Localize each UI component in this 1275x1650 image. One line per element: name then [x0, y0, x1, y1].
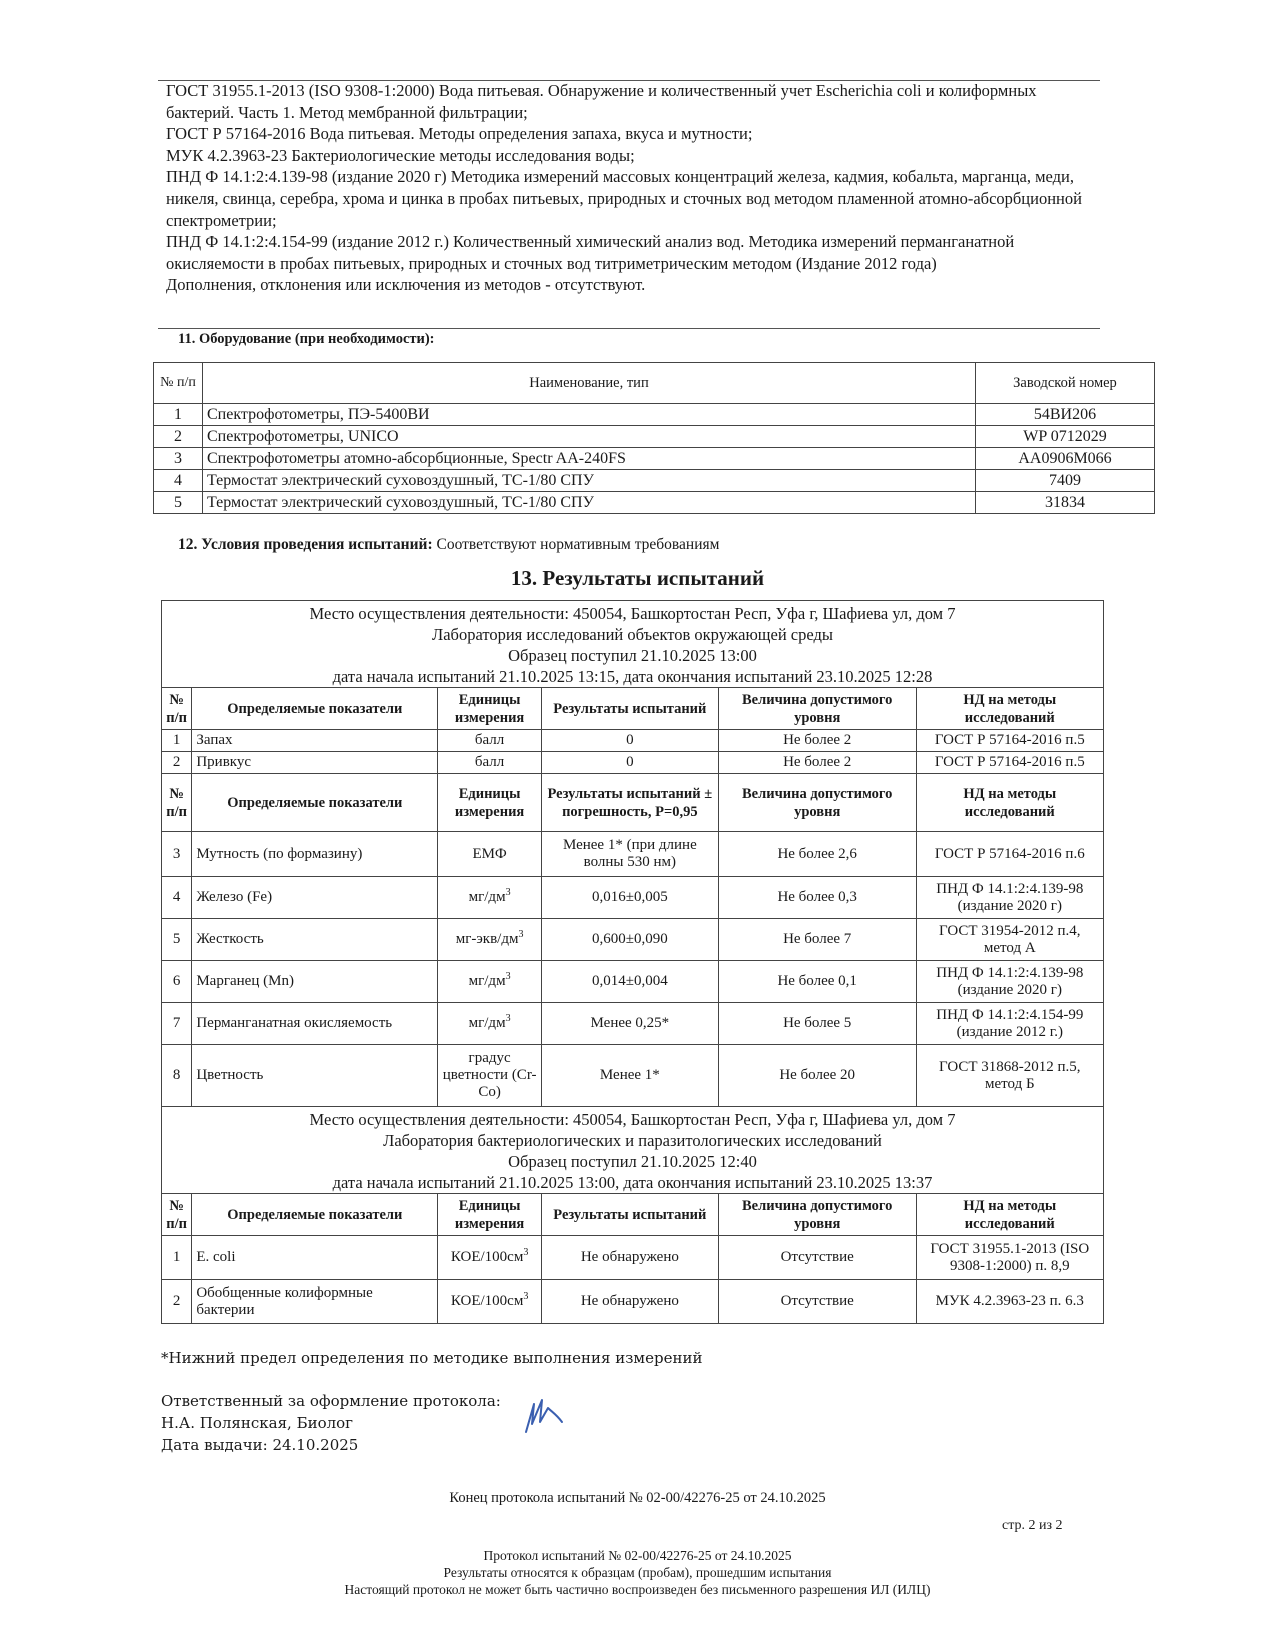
- serial-number: 54ВИ206: [976, 404, 1155, 426]
- result-value: Менее 1* (при длине волны 530 нм): [541, 832, 718, 877]
- result-value: Менее 0,25*: [541, 1003, 718, 1045]
- limit: Не более 20: [718, 1045, 916, 1107]
- indicator-name: Мутность (по формазину): [192, 832, 438, 877]
- test-conditions-label: 12. Условия проведения испытаний:: [178, 536, 433, 553]
- row-number: 7: [162, 1003, 192, 1045]
- methods-list: [166, 80, 1086, 296]
- table-row: [154, 404, 1155, 426]
- col-number: № п/п: [162, 774, 192, 832]
- equipment-table: [153, 362, 1155, 514]
- col-method: НД на методы исследований: [916, 1194, 1103, 1236]
- unit: ЕМФ: [438, 832, 542, 877]
- unit: балл: [438, 730, 542, 752]
- row-number: 1: [154, 404, 203, 426]
- page-number: стр. 2 из 2: [1002, 1518, 1063, 1533]
- result-value: Не обнаружено: [541, 1280, 718, 1324]
- method-line: ГОСТ 31955.1-2013 (ISO 9308-1:2000) Вода питьевая. Обнаружение и количественный учет Escherichia coli и колиформных бактерий. Часть 1. Метод мембранной фильтрации;: [166, 81, 1037, 122]
- method-deviations: Дополнения, отклонения или исключения из методов - отсутствуют.: [166, 275, 646, 295]
- col-number: № п/п: [162, 1194, 192, 1236]
- table-row: [162, 1003, 1104, 1045]
- equipment-heading: 11. Оборудование (при необходимости):: [178, 331, 435, 347]
- method-ref: ГОСТ Р 57164-2016 п.5: [916, 730, 1103, 752]
- test-conditions-value: Соответствуют нормативным требованиям: [432, 536, 720, 553]
- table-row: [162, 961, 1104, 1003]
- table-row: [162, 1045, 1104, 1107]
- test-conditions: [178, 536, 719, 554]
- serial-number: 31834: [976, 492, 1155, 514]
- lab1-received: Образец поступил 21.10.2025 13:00: [508, 646, 757, 665]
- method-line: МУК 4.2.3963-23 Бактериологические методы исследования воды;: [166, 145, 635, 165]
- serial-number: AA0906M066: [976, 448, 1155, 470]
- limit: Отсутствие: [718, 1280, 916, 1324]
- row-number: 5: [154, 492, 203, 514]
- unit: градус цветности (Cr-Co): [438, 1045, 542, 1107]
- limit: Не более 2: [718, 730, 916, 752]
- lab1-address: Место осуществления деятельности: 450054, Башкортостан Респ, Уфа г, Шафиева ул, дом 7: [309, 604, 956, 623]
- table-row: [162, 730, 1104, 752]
- indicator-name: E. coli: [192, 1236, 438, 1280]
- serial-number: WP 0712029: [976, 426, 1155, 448]
- col-unit: Единицы измерения: [438, 1194, 542, 1236]
- row-number: 3: [162, 832, 192, 877]
- table-row: [162, 752, 1104, 774]
- row-number: 4: [154, 470, 203, 492]
- indicator-name: Привкус: [192, 752, 438, 774]
- lab2-received: Образец поступил 21.10.2025 12:40: [508, 1152, 757, 1171]
- footer-protocol: Протокол испытаний № 02-00/42276-25 от 24.10.2025: [483, 1548, 792, 1563]
- footnote: *Нижний предел определения по методике выполнения измерений: [161, 1349, 703, 1367]
- col-result: Результаты испытаний: [541, 1194, 718, 1236]
- table-row: [162, 919, 1104, 961]
- table-row: [162, 1236, 1104, 1280]
- serial-number: 7409: [976, 470, 1155, 492]
- col-unit: Единицы измерения: [438, 688, 542, 730]
- col-result: Результаты испытаний: [541, 688, 718, 730]
- row-number: 1: [162, 1236, 192, 1280]
- indicator-name: Жесткость: [192, 919, 438, 961]
- row-number: 4: [162, 877, 192, 919]
- table-row: [154, 470, 1155, 492]
- unit: $мг/дм^3$: [438, 961, 542, 1003]
- equipment-name: Спектрофотометры, UNICO: [203, 426, 976, 448]
- result-value: 0,600±0,090: [541, 919, 718, 961]
- row-number: 8: [162, 1045, 192, 1107]
- equipment-name: Термостат электрический суховоздушный, ТС-1/80 СПУ: [203, 492, 976, 514]
- results-title: 13. Результаты испытаний: [510, 566, 765, 590]
- lab1-dates: дата начала испытаний 21.10.2025 13:15, дата окончания испытаний 23.10.2025 12:28: [332, 667, 933, 686]
- col-number: № п/п: [154, 363, 203, 404]
- method-ref: ПНД Ф 14.1:2:4.139-98 (издание 2020 г): [916, 877, 1103, 919]
- result-value: 0: [541, 752, 718, 774]
- row-number: 3: [154, 448, 203, 470]
- limit: Не более 7: [718, 919, 916, 961]
- result-value: 0: [541, 730, 718, 752]
- col-indicator: Определяемые показатели: [192, 774, 438, 832]
- page-footer: [0, 1547, 1275, 1598]
- col-indicator: Определяемые показатели: [192, 1194, 438, 1236]
- header-row: [162, 688, 1104, 730]
- method-line: ПНД Ф 14.1:2:4.154-99 (издание 2012 г.) Количественный химический анализ вод. Методика измерений перманганатной окисляемости в пробах питьевых, природных и сточных вод титриметрическим методом (Издание 2012 года): [166, 232, 1015, 273]
- limit: Не более 2: [718, 752, 916, 774]
- unit: балл: [438, 752, 542, 774]
- result-value: Не обнаружено: [541, 1236, 718, 1280]
- col-name: Наименование, тип: [203, 363, 976, 404]
- footer-reproduction-note: Настоящий протокол не может быть частично воспроизведен без письменного разрешения ИЛ (ИЛЦ): [344, 1582, 931, 1597]
- indicator-name: Обобщенные колиформные бактерии: [192, 1280, 438, 1324]
- lab2-address: Место осуществления деятельности: 450054, Башкортостан Респ, Уфа г, Шафиева ул, дом 7: [309, 1110, 956, 1129]
- method-ref: ГОСТ Р 57164-2016 п.5: [916, 752, 1103, 774]
- equipment-header-row: [154, 363, 1155, 404]
- method-ref: ГОСТ Р 57164-2016 п.6: [916, 832, 1103, 877]
- results-table-lab1: [161, 600, 1104, 1324]
- col-limit: Величина допустимого уровня: [718, 688, 916, 730]
- responsible-person: Н.А. Полянская, Биолог: [161, 1414, 354, 1432]
- responsible-label: Ответственный за оформление протокола:: [161, 1392, 501, 1410]
- footer-results-note: Результаты относятся к образцам (пробам), прошедшим испытания: [443, 1565, 832, 1580]
- col-serial: Заводской номер: [976, 363, 1155, 404]
- lab2-name: Лаборатория бактериологических и паразитологических исследований: [383, 1131, 882, 1150]
- indicator-name: Железо (Fe): [192, 877, 438, 919]
- col-method: НД на методы исследований: [916, 774, 1103, 832]
- result-value: Менее 1*: [541, 1045, 718, 1107]
- lab2-dates: дата начала испытаний 21.10.2025 13:00, дата окончания испытаний 23.10.2025 13:37: [332, 1173, 933, 1192]
- lab1-info-row: [162, 601, 1104, 688]
- limit: Не более 5: [718, 1003, 916, 1045]
- method-ref: ГОСТ 31955.1-2013 (ISO 9308-1:2000) п. 8,9: [916, 1236, 1103, 1280]
- method-ref: ГОСТ 31954-2012 п.4, метод А: [916, 919, 1103, 961]
- table-row: [162, 832, 1104, 877]
- unit: $мг/дм^3$: [438, 877, 542, 919]
- result-value: 0,014±0,004: [541, 961, 718, 1003]
- row-number: 2: [162, 752, 192, 774]
- col-indicator: Определяемые показатели: [192, 688, 438, 730]
- unit: $мг/дм^3$: [438, 1003, 542, 1045]
- indicator-name: Запах: [192, 730, 438, 752]
- method-line: ПНД Ф 14.1:2:4.139-98 (издание 2020 г) Методика измерений массовых концентраций железа, кадмия, кобальта, марганца, меди, никеля, свинца, серебра, хрома и цинка в пробах питьевых, природных и сточных вод методом пламенной атомно-абсорбционной спектрометрии;: [166, 167, 1082, 230]
- table-row: [154, 448, 1155, 470]
- indicator-name: Цветность: [192, 1045, 438, 1107]
- lab2-info-row: [162, 1107, 1104, 1194]
- method-ref: МУК 4.2.3963-23 п. 6.3: [916, 1280, 1103, 1324]
- equipment-name: Термостат электрический суховоздушный, ТС-1/80 СПУ: [203, 470, 976, 492]
- equipment-name: Спектрофотометры атомно-абсорбционные, Spectr AA-240FS: [203, 448, 976, 470]
- signoff-block: [161, 1390, 501, 1456]
- col-method: НД на методы исследований: [916, 688, 1103, 730]
- result-value: 0,016±0,005: [541, 877, 718, 919]
- col-limit: Величина допустимого уровня: [718, 1194, 916, 1236]
- limit: Отсутствие: [718, 1236, 916, 1280]
- unit: КОЕ/$100см^3$: [438, 1236, 542, 1280]
- indicator-name: Перманганатная окисляемость: [192, 1003, 438, 1045]
- table-row: [162, 1280, 1104, 1324]
- row-number: 2: [154, 426, 203, 448]
- header-row: [162, 1194, 1104, 1236]
- section-rule: [158, 328, 1100, 329]
- header-row: [162, 774, 1104, 832]
- indicator-name: Марганец (Mn): [192, 961, 438, 1003]
- limit: Не более 0,3: [718, 877, 916, 919]
- table-row: [154, 492, 1155, 514]
- method-line: ГОСТ Р 57164-2016 Вода питьевая. Методы определения запаха, вкуса и мутности;: [166, 124, 753, 144]
- col-unit: Единицы измерения: [438, 774, 542, 832]
- row-number: 5: [162, 919, 192, 961]
- lab1-name: Лаборатория исследований объектов окружающей среды: [432, 625, 833, 644]
- limit: Не более 0,1: [718, 961, 916, 1003]
- issue-date: Дата выдачи: 24.10.2025: [161, 1436, 359, 1454]
- end-of-protocol: Конец протокола испытаний № 02-00/42276-25 от 24.10.2025: [449, 1490, 826, 1506]
- table-row: [162, 877, 1104, 919]
- equipment-name: Спектрофотометры, ПЭ-5400ВИ: [203, 404, 976, 426]
- signature-icon: [522, 1394, 566, 1436]
- table-row: [154, 426, 1155, 448]
- unit: $мг-экв/дм^3$: [438, 919, 542, 961]
- unit: КОЕ/$100см^3$: [438, 1280, 542, 1324]
- limit: Не более 2,6: [718, 832, 916, 877]
- row-number: 6: [162, 961, 192, 1003]
- col-limit: Величина допустимого уровня: [718, 774, 916, 832]
- col-number: № п/п: [162, 688, 192, 730]
- row-number: 2: [162, 1280, 192, 1324]
- method-ref: ГОСТ 31868-2012 п.5, метод Б: [916, 1045, 1103, 1107]
- method-ref: ПНД Ф 14.1:2:4.154-99 (издание 2012 г.): [916, 1003, 1103, 1045]
- method-ref: ПНД Ф 14.1:2:4.139-98 (издание 2020 г): [916, 961, 1103, 1003]
- col-result-uncertainty: Результаты испытаний ± погрешность, Р=0,95: [541, 774, 718, 832]
- row-number: 1: [162, 730, 192, 752]
